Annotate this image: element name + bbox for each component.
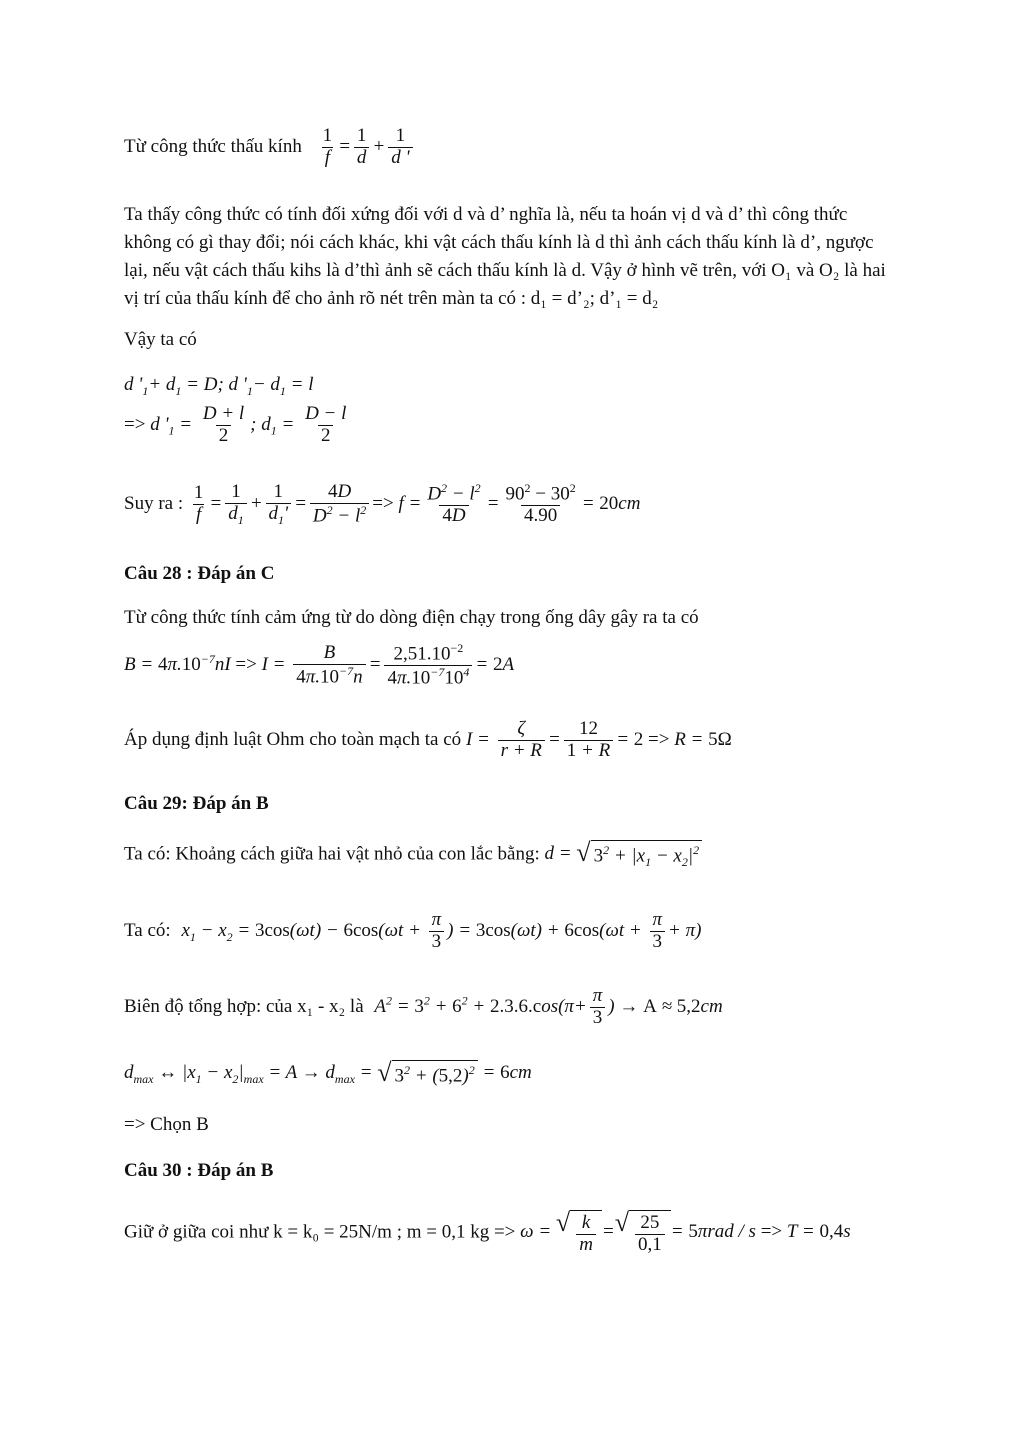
q29-distance-label: Ta có: Khoảng cách giữa hai vật nhỏ của con lắc bằng: [124, 843, 540, 865]
q29-amplitude-line [124, 986, 723, 1029]
q28-field-formula: $B = 4\pi.10^{-7}nI => I$ = $\frac{B}{4\pi.10^{-7}n}$ = $\frac{2,51.10^{-2}}{4\pi.10^{-7}10^4}$ = 2A [124, 641, 515, 689]
lens-formula-line [124, 126, 416, 169]
q29-distance-formula: d = √ $3^2 + |x_1 - x_2|^2$ [544, 843, 702, 864]
q29-difference-formula: $x_1 - x_2 = 3\cos(\omega t) - 6\cos(\omega t$ + $\frac{\pi}{3}$ ) = 3cos(ωt) + 6cos(ωt + $\frac{\pi}{3}$ + π) [181, 909, 702, 952]
suy-ra-label: Suy ra : [124, 492, 184, 514]
q28-ohm-label: Áp dụng định luật Ohm cho toàn mạch ta có [124, 728, 462, 750]
q28-ohm-line [124, 719, 732, 762]
q29-amplitude-formula: $A^2 = 3^2 + 6^2 + 2.3.6.\cos(\pi+$ $\frac{\pi}{3}$ ) → A ≈ 5,2cm [374, 985, 723, 1028]
distance-solution: => d '$_1$ = $\frac{D + l}{2}$ ; $d_1$ = $\frac{D - l}{2}$ [124, 403, 347, 446]
distance-equations: d '$_1+ d_1 = D$; d '$_1- d_1 = l$ [124, 374, 314, 398]
q30-text: Giữ ở giữa coi như k = k₀ = 25N/m ; m = 0,1 kg => [124, 1221, 516, 1243]
q30-formula: ω = √ $\frac{k}{m}$ = √ $\frac{25}{0,1}$ = 5πrad / s => T = 0,4s [520, 1208, 851, 1255]
q30-heading: Câu 30 : Đáp án B [124, 1160, 274, 1181]
q28-heading: Câu 28 : Đáp án C [124, 563, 275, 584]
q28-ohm-formula: I = $\frac{\zeta}{r + R}$ = $\frac{12}{1 + R}$ = 2 => R = 5Ω [465, 718, 732, 761]
q29-dmax-formula: $d_{max}$ ↔ $|x_1 - x_2|_{max} = A \to d_{max}$ = √ $3^2 + (5,2)^2$ = 6cm [124, 1058, 532, 1087]
symmetry-paragraph: Ta thấy công thức có tính đối xứng đối với d và d’ nghĩa là, nếu ta hoán vị d và d’ thì công thức không có gì thay đổi; nói cách khác, khi vật cách thấu kính là d thì ảnh cách thấu kính là d’, ngược lại, nếu vật cách thấu kihs là d’thì ảnh sẽ cách thấu kính là d. Vậy ở hình vẽ trên, với O₁ và O₂ là hai vị trí của thấu kính để cho ảnh rõ nét trên màn ta có : d₁ = d’₂; d’₁ = d₂ [124, 204, 886, 309]
q29-choose: => Chọn B [124, 1114, 209, 1135]
focal-length-formula: $\frac{1}{f}$ = $\frac{1}{d_1}$ + $\frac{1}{d_1'}$ = $\frac{4D}{D^2 - l^2}$ => f = $\frac{D^2 - l^2}{4D}$ = $\frac{90^2 - 30^2}{4.90}$ = 20cm [193, 481, 641, 527]
q29-distance-line [124, 840, 702, 870]
q29-amplitude-label: Biên độ tổng hợp: của x₁ - x₂ là [124, 995, 364, 1017]
q29-difference-line [124, 910, 701, 953]
q28-text: Từ công thức tính cảm ứng từ do dòng điện chạy trong ống dây gây ra ta có [124, 607, 699, 628]
q30-line [124, 1210, 851, 1256]
focal-length-line [124, 482, 640, 527]
q29-heading: Câu 29: Đáp án B [124, 793, 269, 814]
we-have-label: Vậy ta có [124, 329, 197, 350]
lens-formula: $\frac{1}{f}$ = $\frac{1}{d}$ + $\frac{1}{d '}$ [317, 136, 416, 157]
q29-difference-label: Ta có: [124, 919, 171, 941]
lens-formula-intro: Từ công thức thấu kính [124, 135, 302, 157]
